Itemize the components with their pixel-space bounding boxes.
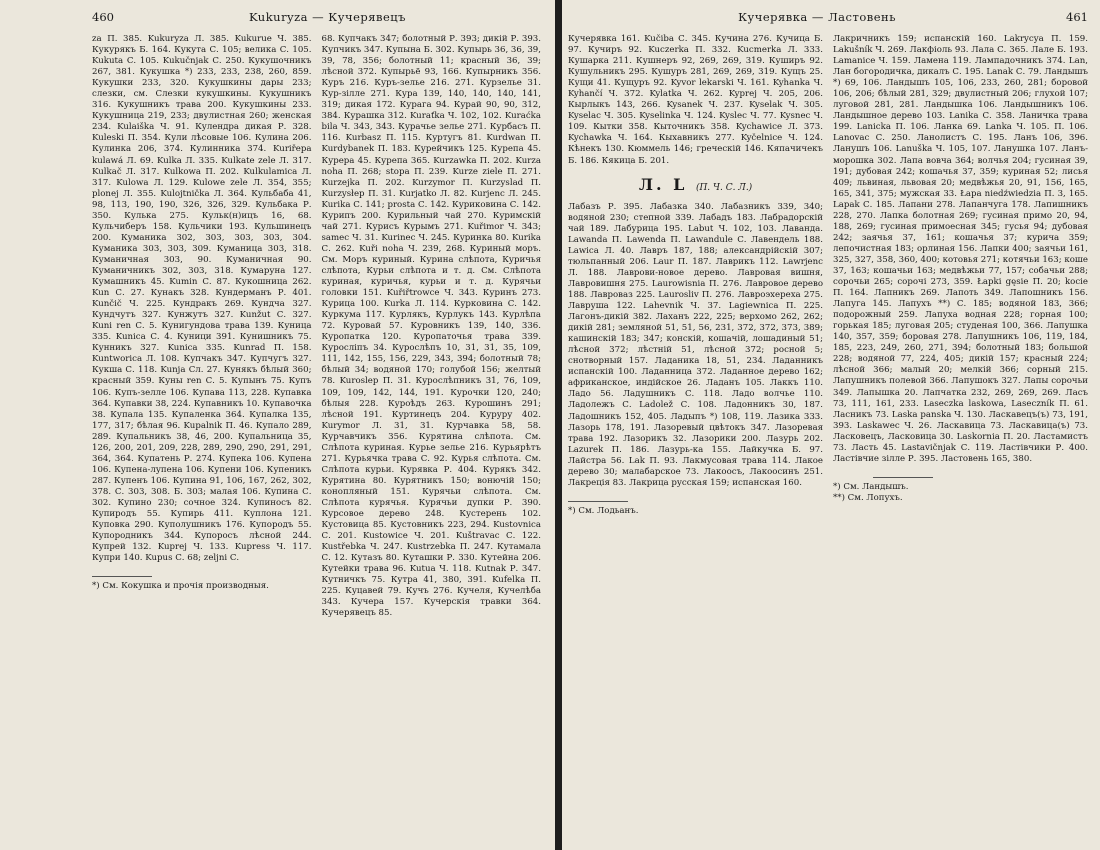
left-columns bbox=[92, 34, 541, 619]
right-col1-footnote: *) См. Лодьанъ. bbox=[568, 505, 639, 516]
right-column-2 bbox=[833, 34, 1088, 517]
book-gutter bbox=[555, 0, 562, 850]
left-running-head bbox=[92, 10, 541, 28]
right-page-number: 461 bbox=[1066, 10, 1088, 24]
right-columns bbox=[568, 34, 1088, 517]
right-footnote-2: **) См. Лопухъ. bbox=[833, 492, 903, 503]
left-column-1 bbox=[92, 34, 312, 619]
right-running-head bbox=[568, 10, 1088, 28]
left-running-title: Kukuryza — Кучерявецъ bbox=[248, 10, 406, 24]
right-page bbox=[562, 0, 1100, 850]
left-column-1-text: za П. 385. Kukuryza Л. 385. Kukurue Ч. 385. Кукурякъ Б. 164. Кукута С. 105; велика С. 105. Kukuta С. 105. Kukučnjak С. 250. Кукушочникъ 267, 381. Кукушка *) 233, 233, 238, 260, 859. Кукушки 233, 320. Кукушкины дары 233; слезки, см. Слезки кукушкины. Кукушникъ 316. Кукушникъ трава 200. Кукушкины 233. Кукушница 219, 233; двулистная 260; женская 234. Kulaiška Ч. 91. Кулендра дикая Р. 328. Kuleski П. 354. Кули лѣсовые 106. Кулина 206. Кулинка 206, 374. Кулинника 374. Kuriřepa kulawá Л. 69. Kulka Л. 335. Kulkate zele Л. 317. Kulkač Л. 317. Kulkowa П. 202. Kulkulamica Л. 317. Kulowa Л. 129. Kulowe zele Л. 354, 355; plonej Л. 355. Kulojtnička Л. 364. Кульбаба 41, 98, 113, 190, 190, 326, 326, 329. Кульбака Р. 350. Кулька 275. Кульк(н)ицъ 16, 68. Кульчиберъ 158. Кульчики 193. Кульшинецъ 200. Куманика 302, 303, 303, 303, 304. Куманика 303, 303, 309. Куманица 303, 318. Куманичная 303, 90. Куманичная 90. Куманичникъ 302, 303, 318. Кумаруна 127. Кумашникъ 45. Kumin С. 87. Кукошница 262. Kun С. 27. Кунакъ 328. Кундерманъ Р. 401. Kunčič Ч. 225. Кундракъ 269. Кундча 327. Кундчутъ 327. Кунжутъ 327. Kunžut С. 327. Kuni ren С. 5. Кунигундова трава 139. Куница 335. Kunica С. 4. Куници 391. Кунишникъ 75. Кунникъ 327. Kunica 335. Kunrad П. 158. Kuntworica Л. 108. Купчакъ 347. Купчугъ 327. Кукша С. 118. Kunja Сл. 27. Кунякъ бѣлый 360; красный 359. Куны ren С. 5. Купынъ 75. Купъ 106. Купъ-зелле 106. Купава 113, 228. Купавка 364. Купавки 38, 224. Купавникъ 10. Купавочка 38. Купала 135. Купаленка 364. Купалка 135, 177, 317; бѣлая 96. Kupalnik П. 46. Купало 289, 289. Купальникъ 38, 46, 200. Купальница 35, 126, 200, 201, 209, 228, 289, 290, 290, 291, 291, 364, 364. Купатень Р. 274. Купека 106. Купена 106. Купена-лупена 106. Купени 106. Купеникъ 287. Купенъ 106. Купина 91, 106, 167, 262, 302, 378. С. 303, 308. Б. 303; малая 106. Купина С. 302. Купино 230; сочное 324. Купиносъ 82. Купиродъ 55. Купирь 411. Куплона 121. Куповка 290. Куполушникъ 176. Купородъ 55. Купородникъ 344. Купоросъ лѣсной 244. Купрей 132. Kuprej Ч. 133. Kupress Ч. 117. Купри 140. Kupus С. 68; zeljni С. bbox=[92, 34, 312, 564]
section-letter-languages: (П. Ч. С. Л.) bbox=[695, 182, 753, 193]
left-column-2 bbox=[322, 34, 542, 619]
right-column-1-top-text: Кучерявка 161. Kučiba С. 345. Кучина 276. Кучица Б. 97. Кучиръ 92. Kuczerka П. 332. Kucmerka Л. 333. Кушарка 211. Кушнеръ 92, 269, 269, 319. Куширъ 92. Кушульникъ 295. Кушуръ 281, 269, 269, 319. Кущъ 25. Кущи 41. Кущуръ 92. Kyvor lekarski Ч. 161. Kyhanka Ч. Kyhančí Ч. 372. Kylatka Ч. 262. Kyprej Ч. 205, 206. Кырлыкъ 143, 266. Kysanek Ч. 237. Kyselak Ч. 305. Kyselac Ч. 305. Kyselinka Ч. 124. Kyslec Ч. 77. Kysnec Ч. 109. Кытки 358. Кыточникъ 358. Kychawice Л. 373. Kychawka Ч. 164. Кыхавникъ 277. Kyčelnice Ч. 124. Кѣнекъ 130. Кюммель 146; греческій 146. Кяпачичекъ Б. 186. Кякица Б. 201. bbox=[568, 34, 823, 166]
left-page-number: 460 bbox=[92, 10, 114, 24]
section-letter: Л. L bbox=[638, 174, 688, 194]
section-letter-heading bbox=[568, 174, 823, 194]
left-footnote: *) См. Кокушка и прочія производныя. bbox=[92, 581, 269, 592]
right-footnote-1: *) См. Ландышъ. bbox=[833, 481, 909, 492]
right-column-1-bottom-text: Лабазъ Р. 395. Лабазка 340. Лабазникъ 339, 340; водяной 230; степной 339. Лабадъ 183. Лабрадорскій чай 189. Лабурица 195. Labut Ч. 102, 103. Лаванда. Lawanda П. Lawenda П. Lawandule С. Лавендель 188. Lawica Л. 40. Лавръ 187, 188; александрійскій 307; тюльпанный 206. Laur П. 187. Лаврикъ 112. Lawrjenc Л. 188. Лаврови-новое дерево. Лавровая вишня, Лавровишня 275. Laurowisnia П. 276. Лавровое дерево 188. Лавроваз 225. Laurosliv П. 276. Лавроэхереха 275. Лавруша 122. Lahevnik Ч. 37. Lagiewnica П. 225. Лагонъ-дикій 382. Лаханъ 222, 225; верхомо 262, 262; дикій 281; земляной 51, 51, 56, 231, 372, 372, 373, 389; кашинскій 183; 347; конскій, кошачій, лошадиный 51; лѣсной 372; лѣстній 51, лѣсной 372; росной 5; снотворный 157. Ладаника 18, 51, 234. Ладанникъ испанскій 100. Ладанница 372. Ладанное дерево 162; африканское, индійское 26. Ладанъ 105. Лаккъ 110. Ладо 56. Ладушникъ С. 118. Ладо волчье 110. Ладолежъ С. Ladolež С. 108. Ладонникъ 30, 187. Ладошникъ 152, 405. Ладыпъ *) 108, 119. Лазика 333. Лазорь 178, 191. Лазоревый цвѣтокъ 347. Лазоревая трава 192. Лазорикъ 32. Лазорики 200. Лазурь 202. Lazurek П. 186. Лазурь-ка 155. Лайкучка Б. 97. Лайстра 56. Lak П. 93. Лакмусовая трава 114. Лакое дерево 30; малабарское 73. Лакоосъ, Лакоосинъ 251. Лакреція 83. Лакрица русская 159; испанская 160. bbox=[568, 201, 823, 488]
footnote-rule bbox=[873, 477, 933, 478]
right-column-1 bbox=[568, 34, 823, 517]
left-column-2-text: 68. Купчакъ 347; болотный Р. 393; дикій Р. 393. Купчикъ 347. Купына Б. 302. Купырь 36, 36, 39, 39, 78, 356; болотный 11; красный 36, 39; лѣсной 372. Купырьё 93, 166. Купырникъ 356. Куръ 216. Куръ-зелье 216. 271. Курзелье 31. Кур-зілле 271. Кура 139, 140, 140, 140, 141, 319; дикая 172. Курага 94. Курай 90, 90, 312, 384. Курашка 312. Kuraťka Ч. 102, 102. Kuraćka bila Ч. 343, 343. Курачье зелье 271. Курбасъ П. 116. Kurbasz П. 115. Куртугъ 81. Kurdwan П. Kurdybanek П. 183. Курейчикъ 125. Курепа 45. Курера 45. Курепа 365. Kurzawka П. 202. Kurza noha П. 268; stopa П. 239. Kurze ziele П. 271. Kurzejka П. 202. Kurzymor П. Kurzyslad П. Kurzysłep П. 31. Kurjatko Л. 82. Kurjenc Л. 245. Kurika С. 141; prosta С. 142. Куриковина С. 142. Курипъ 200. Курильный чай 270. Куримскій чай 271. Курисъ Курымъ 271. Kuřimor Ч. 343; samec Ч. 31. Kurinec Ч. 245. Куринка 80. Kurika С. 262. Kuři noha Ч. 239, 268. Куриный моръ. См. Моръ куриный. Курина слѣпота, Куричья слѣпота, Курьи слѣпота и т. д. См. Слѣпота куриная, куричья, курьи и т. д. Курячьи головки 151. Kuřiřtrowce Ч. 343. Куринъ 273. Курица 100. Kurka Л. 114. Курковина С. 142. Куркума 117. Курлякъ, Курлукъ 143. Курлѣпа 72. Куровай 57. Куровникъ 139, 140, 336. Куропатка 120. Куропаточья трава 339. Куросліпъ 34. Курослѣпъ 10, 31, 31, 35, 109, 111, 142, 155, 156, 229, 343, 394; болотный 78; бѣлый 34; водяной 170; голубой 156; желтый 78. Kuroslep П. 31. Курослѣпникъ 31, 76, 109, 109, 109, 142, 144, 191. Курочки 120, 240; бѣлыя 228. Куроѣдъ 263. Курошинъ 291; лѣсной 191. Куртинецъ 204. Куруру 402. Kurymor Л. 31, 31. Курчавка 58, 58. Курчавчикъ 356. Курятина слѣпота. См. Слѣпота куриная. Курье зелье 216. Курьярѣтъ 271. Курьячка трава С. 92. Курья слѣпота. См. Слѣпота курьи. Курявка Р. 404. Курякъ 342. Курятина 80. Курятникъ 150; вонючій 150; конопляный 151. Курячьи слѣпота. См. Слѣпота курячья. Курячьи дупки Р. 390. Курсовое дерево 248. Кустерень 102. Кустовица 85. Кустовникъ 223, 294. Kustovnica С. 201. Kustowicе Ч. 201. Kuštravac С. 122. Kustřebka Ч. 247. Kustrzebka П. 247. Кутамала С. 12. Кутазъ 80. Куташки Р. 330. Кутейна 206. Кутейки трава 96. Kutua Ч. 118. Kutnak Р. 347. Кутничкъ 75. Кутра 41, 380, 391. Kufelka П. 225. Куцавей 79. Кучъ 276. Кучеля, Кучелѣба 343. Кучера 157. Кучерскія травки 364. Кучерявецъ 85. bbox=[321, 34, 541, 619]
right-running-title: Кучерявка — Ластовень bbox=[738, 10, 896, 24]
footnote-rule bbox=[568, 501, 628, 502]
right-column-2-text: Лакричникъ 159; испанскій 160. Lakrycya П. 159. Lakušník Ч. 269. Лакфіоль 93. Лала С. 365. Лале Б. 193. Lamanice Ч. 159. Ламена 119. Лампадочникъ 374. Lan, Лан богородичка, дикалъ С. 195. Lanak С. 79. Ландышъ *) 69, 106. Ландышъ 105, 106, 233, 260, 281; боровой 106, 206; бѣлый 281, 329; двулистный 206; глухой 107; луговой 281, 281. Ландышка 106. Ландышникъ 106. Ландышное дерево 103. Lanika С. 358. Ланичка трава 199. Lanicka П. 106. Ланка 69. Lanka Ч. 105. П. 106. Lanovac С. 250. Ланолистъ С. 195. Ланъ 106, 396. Ланушъ 106. Lanuška Ч. 105, 107. Ланушка 107. Ланъ-морошка 302. Лапа вовча 364; волчья 204; гусиная 39, 191; дубовая 242; кошачья 37, 359; куриная 52; лисья 409; львиная, львовая 20; медвѣжья 20, 91, 156, 165, 165, 341, 375; мужская 33. Łapa niedźwiedzia П. 3, 165. Lapak С. 185. Лапани 278. Лапанчуга 178. Лапишникъ 228, 270. Лапка болотная 269; гусиная примо 20, 94, 188, 269; гусиная примоесная 345; гусья 94; дубовая 242; заячья 37, 161; кошачья 37; курича 359; лепочистная 183; орлиная 156. Лапки 400; заячьи 161, 325, 327, 358, 360, 400; котовья 271; котячьи 163; коше 37, 163; кошачьи 163; медвѣжьи 77, 157; собачьи 288; сорочьи 265; сорочі 273, 359. Łapki gęsie П. 20; kocie П. 164. Лапникъ 269. Лапоть 349. Лапошникъ 156. Лапуга 145. Лапухъ **) С. 185; водяной 183, 366; подорожный 259. Лапуха водная 228; горная 100; горькая 185; луговая 205; студеная 100, 366. Лапушка 140, 357, 359; боровая 278. Лапушникъ 106, 119, 184, 185, 223, 249, 260, 271, 394; болотный 183; большой 228; водяной 77, 224, 405; дикій 157; красный 224; лѣсной 366; малый 20; мелкій 366; сорный 215. Лапушникъ полевой 366. Лапушокъ 327. Лапы сорочьи 349. Лапышка 20. Лапчатка 232, 269, 269, 269. Ласъ 73, 111, 161, 233. Laseczka laskowa, Laseczník П. 61. Ласникъ 73. Laska panska Ч. 130. Ласкавецъ(ъ) 73, 191, 393. Laskawec Ч. 26. Ласкавица 73. Ласкавица(ъ) 73. Ласковецъ, Ласковица 30. Laskornia П. 20. Ластамистъ 73. Ласть 45. Lastavičnjak С. 119. Ластівчики Р. 400. Ластівчие зілле Р. 395. Ластовень 165, 380. bbox=[833, 34, 1088, 464]
footnote-rule bbox=[92, 576, 152, 577]
